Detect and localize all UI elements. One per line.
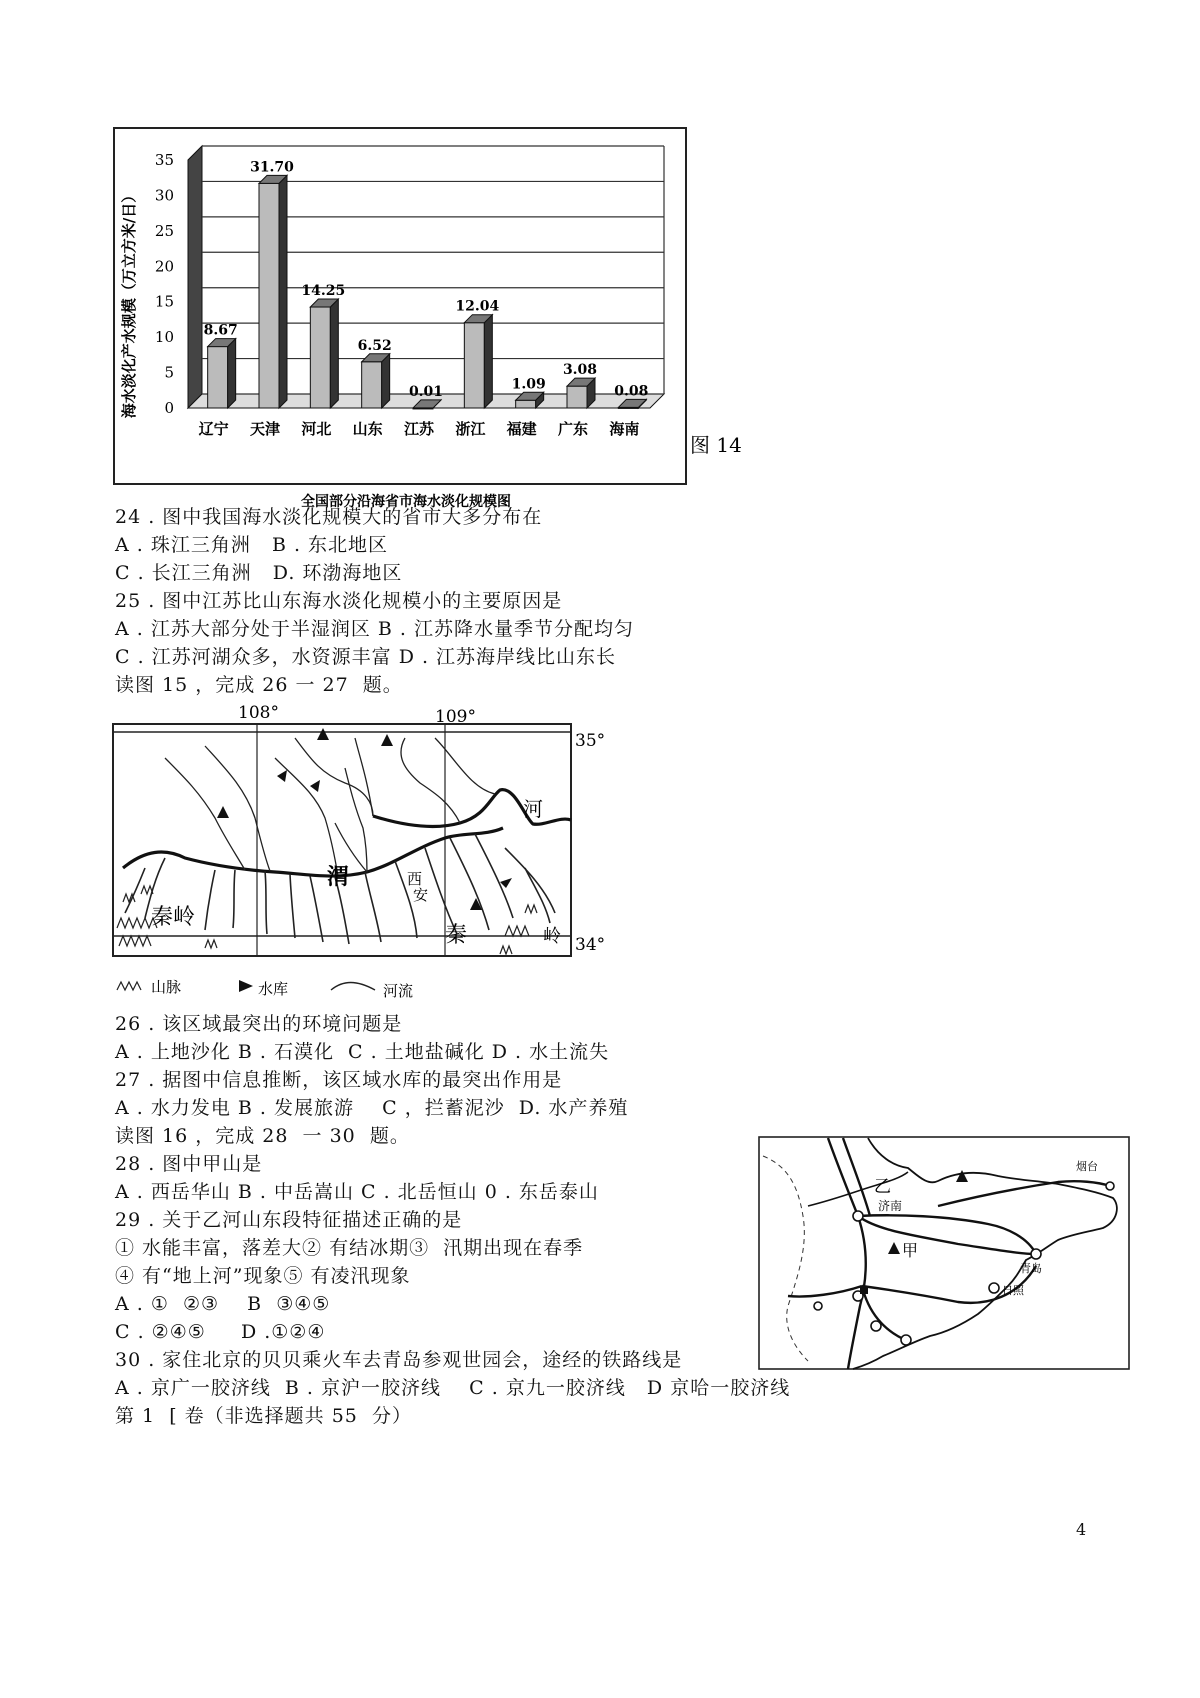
question-25-options-ab: A . 江苏大部分处于半湿润区 B . 江苏降水量季节分配均匀 [115, 618, 634, 640]
label-jia: 甲 [902, 1241, 919, 1260]
bar-side [484, 315, 492, 408]
mount-jia-marker [888, 1242, 900, 1254]
label-rizhao: 日照 [1002, 1284, 1024, 1297]
question-25: 25 . 图中江苏比山东海水淡化规模小的主要原因是 [115, 590, 563, 612]
x-category-label: 辽宁 [198, 420, 229, 438]
bar-side [382, 354, 390, 408]
y-tick-label: 5 [164, 363, 174, 382]
label-qingdao: 青岛 [1020, 1262, 1042, 1275]
bar-chart-figure [110, 118, 760, 520]
question-27: 27 . 据图中信息推断，该区域水库的最突出作用是 [115, 1069, 563, 1091]
read-figure-16: 读图 16 ，完成 28 一 30 题。 [115, 1125, 410, 1147]
chart-title: 全国部分沿海省市海水淡化规模图 [301, 494, 511, 510]
x-category-label: 浙江 [455, 420, 486, 438]
question-29-options-ab: A . ① ②③ B ③④⑤ [115, 1293, 331, 1315]
mount-north-marker [956, 1170, 968, 1182]
question-29-statements-1: ① 水能丰富，落差大② 有结冰期③ 汛期出现在春季 [115, 1237, 584, 1259]
qinling-label-left: 秦岭 [151, 905, 196, 930]
chart-left-wall [188, 146, 202, 408]
map-figure-16 [758, 1136, 1130, 1370]
question-27-options: A . 水力发电 B . 发展旅游 C ，拦蓄泥沙 D. 水产养殖 [115, 1097, 629, 1119]
y-tick-label: 35 [154, 151, 174, 169]
bar-value-label: 1.09 [511, 376, 546, 393]
question-24: 24 . 图中我国海水淡化规模大的省市大多分布在 [115, 506, 543, 528]
bar-value-label: 6.52 [357, 337, 392, 354]
question-28: 28 . 图中甲山是 [115, 1153, 263, 1175]
bar-value-label: 0.08 [614, 383, 649, 400]
question-24-options-cd: C . 长江三角洲 D. 环渤海地区 [115, 562, 403, 584]
label-yi: 乙 [874, 1177, 891, 1197]
bar [516, 400, 536, 408]
section-2-heading: 第 1 [ 卷（非选择题共 55 分） [115, 1405, 412, 1427]
question-29: 29 . 关于乙河山东段特征描述正确的是 [115, 1209, 463, 1231]
legend-mountain-icon [117, 982, 141, 990]
page-number: 4 [1076, 1520, 1087, 1539]
bar [464, 323, 484, 408]
x-category-label: 河北 [301, 420, 332, 438]
bar [362, 362, 382, 408]
question-24-options-ab: A . 珠江三角洲 B . 东北地区 [115, 534, 389, 556]
question-30-options: A . 京广一胶济线 B . 京沪一胶济线 C . 京九一胶济线 D 京哈一胶济线 [115, 1377, 791, 1399]
bar-side [330, 299, 338, 408]
question-30: 30 . 家住北京的贝贝乘火车去青岛参观世园会，途经的铁路线是 [115, 1349, 683, 1371]
railway-lines [788, 1138, 1110, 1369]
label-jinan: 济南 [878, 1199, 903, 1213]
bar-value-label: 8.67 [203, 322, 238, 339]
figure-label-14: 图 14 [690, 433, 742, 457]
qinling-label-right-1: 秦 [445, 923, 468, 948]
x-category-label: 山东 [352, 420, 383, 438]
x-category-label: 广东 [557, 420, 589, 438]
question-28-options: A . 西岳华山 B . 中岳嵩山 C . 北岳恒山 0 . 东岳泰山 [115, 1181, 599, 1203]
bar-value-label: 14.25 [301, 283, 346, 300]
lat-35-label: 35° [575, 731, 606, 751]
bar-value-label: 31.70 [250, 159, 294, 176]
chart-y-axis-label: 海水淡化产水规模（万立方米/日） [120, 187, 138, 419]
legend-river-icon [331, 983, 375, 991]
wei-river [123, 828, 503, 876]
bar-value-label: 0.01 [408, 383, 444, 400]
city-xian-label-1: 西 [407, 870, 423, 888]
bar [567, 386, 587, 408]
question-29-options-cd: C . ②④⑤ D .①②④ [115, 1321, 326, 1343]
legend-mountain-label: 山脉 [151, 978, 182, 996]
x-category-label: 海南 [609, 420, 640, 438]
bar-value-label: 3.08 [562, 362, 598, 379]
label-yantai: 烟台 [1076, 1160, 1098, 1173]
river-wei-label: 渭 [327, 865, 350, 890]
bar-side [279, 175, 287, 408]
question-26-options: A . 上地沙化 B . 石漠化 C . 土地盐碱化 D . 水土流失 [115, 1041, 610, 1063]
bar [310, 307, 330, 408]
legend-reservoir-label: 水库 [258, 980, 289, 998]
legend-river-label: 河流 [383, 982, 414, 1000]
x-category-label: 江苏 [403, 420, 435, 438]
qinling-label-right-2: 岭 [543, 926, 561, 947]
question-25-options-cd: C . 江苏河湖众多，水资源丰富 D . 江苏海岸线比山东长 [115, 646, 617, 668]
bar-value-label: 12.04 [455, 298, 500, 315]
map16-frame [759, 1137, 1129, 1369]
read-figure-15: 读图 15 ，完成 26 一 27 题。 [115, 674, 403, 696]
bar-side [228, 339, 236, 408]
bar [259, 183, 279, 408]
y-tick-label: 0 [164, 399, 174, 417]
lon-108-label: 108° [238, 703, 279, 723]
y-tick-label: 30 [154, 186, 174, 205]
y-tick-label: 20 [154, 257, 174, 276]
city-marker [860, 1286, 868, 1294]
y-tick-label: 10 [154, 328, 174, 347]
lon-109-label: 109° [435, 707, 476, 727]
lat-34-label: 34° [575, 935, 606, 955]
legend-reservoir-icon [239, 980, 253, 992]
y-tick-label: 25 [154, 221, 174, 240]
question-29-statements-2: ④ 有“地上河”现象⑤ 有凌汛现象 [115, 1265, 411, 1287]
question-26: 26 . 该区域最突出的环境问题是 [115, 1013, 403, 1035]
y-tick-label: 15 [154, 292, 174, 311]
x-category-label: 天津 [249, 420, 281, 438]
x-category-label: 福建 [506, 420, 537, 438]
stations [814, 1182, 1114, 1345]
province-border [763, 1156, 808, 1361]
bar [208, 347, 228, 408]
river-he-label: 河 [523, 797, 543, 821]
map-figure-15 [105, 698, 625, 1010]
city-xian-label-2: 安 [413, 886, 429, 904]
